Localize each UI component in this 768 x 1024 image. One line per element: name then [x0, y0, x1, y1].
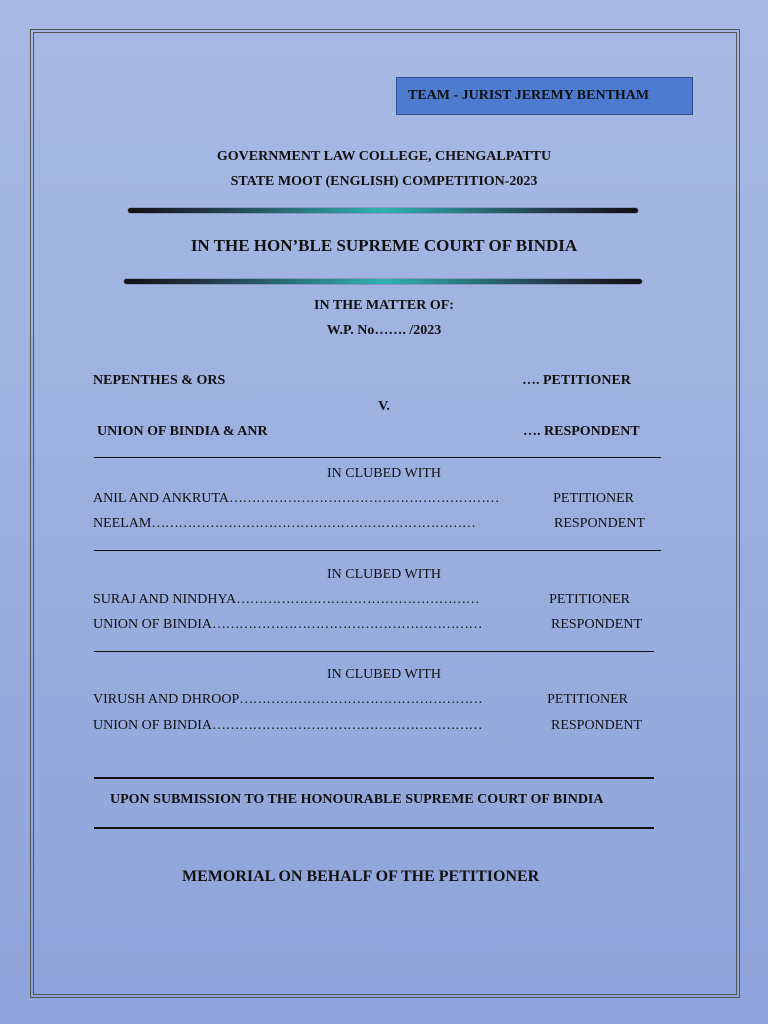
clubbed-heading: IN CLUBED WITH	[326, 466, 442, 481]
competition-name: STATE MOOT (ENGLISH) COMPETITION-2023	[230, 174, 538, 189]
clubbed-respondent-role: RESPONDENT	[550, 617, 642, 632]
court-title: IN THE HON’BLE SUPREME COURT OF BINDIA	[190, 236, 578, 255]
section-divider	[94, 651, 654, 652]
clubbed-petitioner-name: VIRUSH AND DHROOP	[93, 692, 240, 707]
clubbed-respondent-name: UNION OF BINDIA	[93, 718, 212, 733]
clubbed-petitioner-row	[93, 491, 634, 507]
clubbed-respondent-row	[93, 718, 642, 734]
main-petitioner-name: NEPENTHES & ORS	[93, 373, 226, 388]
clubbed-heading: IN CLUBED WITH	[326, 567, 442, 582]
clubbed-respondent-role: RESPONDENT	[553, 516, 645, 531]
clubbed-respondent-row	[93, 516, 645, 532]
clubbed-petitioner-row	[93, 592, 630, 608]
clubbed-petitioner-role: PETITIONER	[549, 592, 630, 607]
main-petitioner-role: …. PETITIONER	[522, 373, 631, 388]
section-divider	[94, 457, 661, 458]
memorial-title: MEMORIAL ON BEHALF OF THE PETITIONER	[182, 868, 540, 885]
dot-leader: ……………………………………………………	[212, 718, 482, 733]
clubbed-petitioner-role: PETITIONER	[547, 692, 628, 707]
clubbed-respondent-name: UNION OF BINDIA	[93, 617, 212, 632]
dot-leader: ……………………………………………………	[229, 491, 500, 506]
clubbed-respondent-name: NEELAM	[93, 516, 152, 531]
dot-leader: ………………………………………………	[239, 692, 483, 707]
submission-divider-top	[94, 777, 654, 779]
main-respondent-role: …. RESPONDENT	[523, 424, 640, 439]
dot-leader: ………………………………………………	[236, 592, 480, 607]
team-name-box: TEAM - JURIST JEREMY BENTHAM	[396, 77, 693, 115]
decorative-divider-bottom	[124, 279, 642, 284]
clubbed-petitioner-row	[93, 692, 628, 708]
dot-leader: ……………………………………………………	[212, 617, 482, 632]
submission-statement: UPON SUBMISSION TO THE HONOURABLE SUPREME COURT OF BINDIA	[110, 792, 604, 807]
writ-petition-number: W.P. No……. /2023	[326, 323, 442, 338]
main-respondent-name: UNION OF BINDIA & ANR	[97, 424, 268, 439]
section-divider	[94, 550, 661, 551]
clubbed-petitioner-name: SURAJ AND NINDHYA	[93, 592, 237, 607]
clubbed-petitioner-name: ANIL AND ANKRUTA	[93, 491, 230, 506]
matter-heading: IN THE MATTER OF:	[314, 298, 454, 313]
college-name: GOVERNMENT LAW COLLEGE, CHENGALPATTU	[216, 149, 552, 164]
dot-leader: ………………………………………………………………	[151, 516, 476, 531]
clubbed-heading: IN CLUBED WITH	[326, 667, 442, 682]
submission-divider-bottom	[94, 827, 654, 829]
decorative-divider-top	[128, 208, 638, 213]
clubbed-respondent-role: RESPONDENT	[550, 718, 642, 733]
versus-label: V.	[378, 399, 390, 414]
clubbed-petitioner-role: PETITIONER	[553, 491, 634, 506]
clubbed-respondent-row	[93, 617, 642, 633]
